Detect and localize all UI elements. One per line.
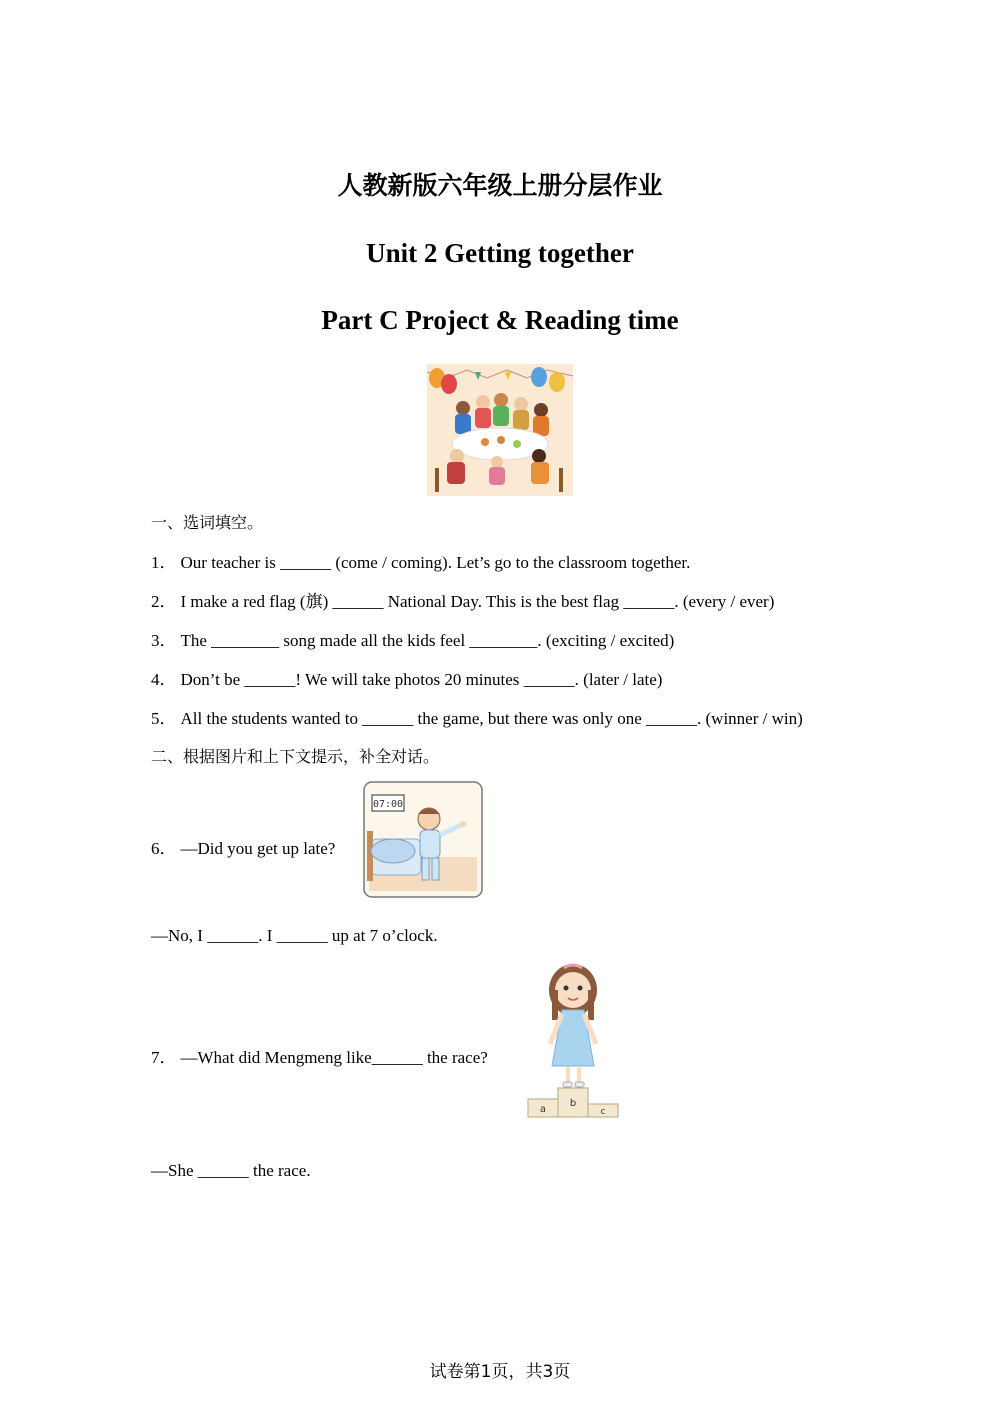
question-text: —What did Mengmeng like______ the race?: [180, 1048, 488, 1067]
question-number: 1．: [151, 553, 177, 572]
question-item: [151, 704, 803, 729]
part-title: Part C Project & Reading time: [321, 305, 679, 335]
question-7-answer: —She ______ the race.: [151, 1161, 311, 1180]
question-item: [151, 626, 674, 651]
party-illustration: [427, 364, 573, 496]
question-number: 6．: [151, 839, 177, 858]
podium-label: b: [569, 1098, 577, 1109]
question-number: 4．: [151, 670, 177, 689]
question-6: [151, 834, 335, 859]
unit-title: Unit 2 Getting together: [366, 238, 634, 268]
page-footer: 试卷第1页，共3页: [429, 1362, 571, 1382]
section-2-heading: 二、根据图片和上下文提示，补全对话。: [151, 747, 440, 766]
question-number: 5．: [151, 709, 177, 728]
clock-time-text: 07:00: [372, 799, 404, 810]
section-1-heading: 一、选词填空。: [151, 513, 264, 532]
podium-label: c: [600, 1107, 606, 1117]
question-text: The ________ song made all the kids feel ________. (exciting / excited): [180, 631, 675, 650]
girl-podium-illustration: [526, 960, 622, 1120]
question-text: —Did you get up late?: [180, 839, 336, 858]
question-item: [151, 587, 774, 612]
podium-label: a: [539, 1104, 547, 1115]
question-number: 7．: [151, 1048, 177, 1067]
question-item: [151, 665, 662, 690]
question-text: All the students wanted to ______ the game, but there was only one ______. (winner / win): [180, 709, 803, 728]
question-number: 3．: [151, 631, 177, 650]
question-number: 2．: [151, 592, 177, 611]
question-6-answer: —No, I ______. I ______ up at 7 o’clock.: [151, 926, 438, 945]
question-text: I make a red flag (旗) ______ National Day. This is the best flag ______. (every / ever): [180, 592, 775, 611]
question-text: Don’t be ______! We will take photos 20 minutes ______. (later / late): [180, 670, 663, 689]
question-7: [151, 1043, 488, 1068]
question-text: Our teacher is ______ (come / coming). Let’s go to the classroom together.: [180, 553, 691, 572]
boy-wakeup-illustration: [363, 781, 483, 898]
question-item: [151, 548, 690, 573]
document-title-cn: 人教新版六年级上册分层作业: [337, 171, 663, 200]
